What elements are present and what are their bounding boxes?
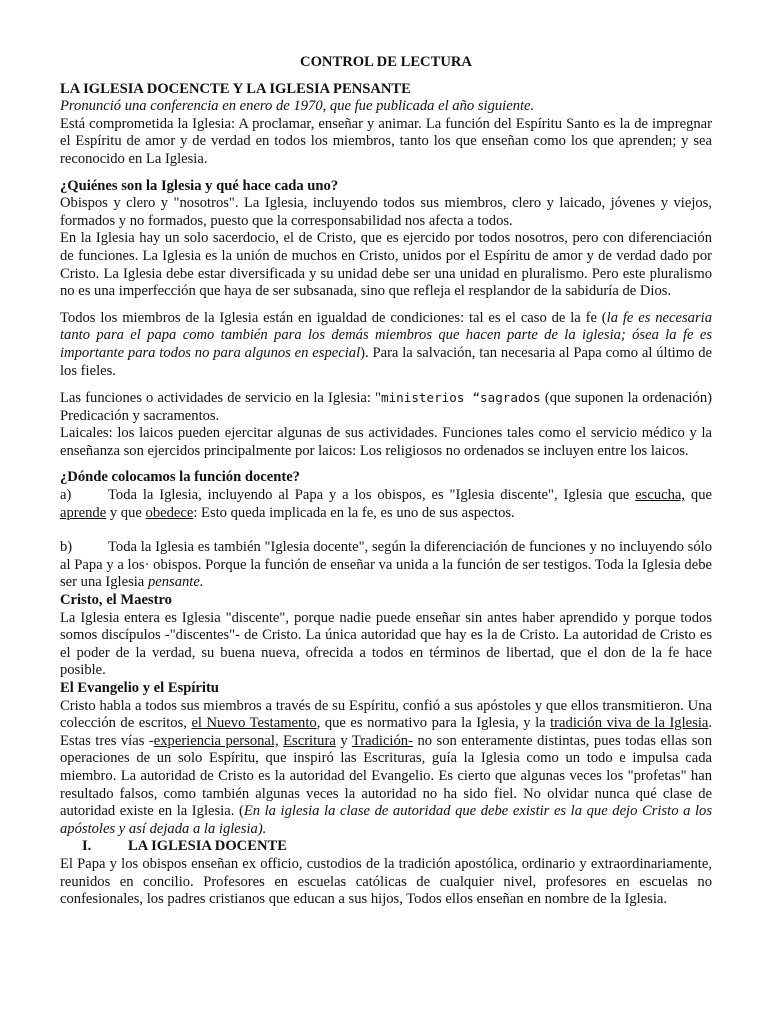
item-a-text-4: : Esto queda implicada en la fe, es uno de sus aspectos. xyxy=(193,504,515,521)
section-heading-1 xyxy=(60,838,712,856)
document-title: CONTROL DE LECTURA xyxy=(300,54,472,70)
section-number: I. xyxy=(82,838,92,855)
underlined-tradicion: Tradición- xyxy=(351,732,413,749)
paragraph-laicales: Laicales: los laicos pueden ejercitar algunas de sus actividades. Funciones tales como el servicio médico y la enseñanza son ejercidos principalmente por laicos: Los religiosos no ordenados se incluyen entre los laicos. xyxy=(60,425,712,459)
paragraph-funciones xyxy=(60,389,712,425)
paragraph-iglesia-docente: El Papa y los obispos enseñan ex officio, custodios de la tradición apostólica, ordinario y extraordinariamente, reunidos en concilio. Profesores en escuelas católicas de cualquier nivel, profesores en escuelas no confesionales, los padres cristianos que educan a sus hijos, Todos ellos enseñan en nombre de la Iglesia. xyxy=(60,855,712,908)
heading-evangelio: El Evangelio y el Espíritu xyxy=(60,680,219,696)
item-a xyxy=(60,487,712,522)
func-text-b: (que suponen la ordenación) Predicación y sacramentos. xyxy=(60,390,712,424)
underlined-escritura: Escritura xyxy=(283,732,336,749)
ev-text-6: no son enteramente distintas, pues todas ellas son operaciones de un solo Espíritu, que inspiró las Escrituras, guía la Iglesia como un todo e impulsa cada miembro. La autoridad de Cristo es la autoridad del Evangelio. Es cierto que algunas veces los "profetas" han resultado falsos, como también algunas veces la autoridad no ha sido fiel. No olvidar nunca qué clase de autoridad existe en la Iglesia. ( xyxy=(60,732,712,820)
ev-text-2: , que es normativo para la Iglesia, y la xyxy=(316,715,551,732)
item-b-text: Toda la Iglesia es también "Iglesia docente", según la diferenciación de funciones y no incluyendo sólo al Papa y a los· obispos. Porque la función de enseñar va unida a la función de ser testigos. Toda la Iglesia debe ser una Iglesia xyxy=(60,539,712,591)
item-a-text-2: que xyxy=(685,487,712,504)
underlined-nuevo-testamento: el Nuevo Testamento xyxy=(191,715,317,732)
ev-italic: En la iglesia la clase de autoridad que debe existir es la que dejo Cristo a los apóstoles y así dejada a la iglesia). xyxy=(60,803,712,837)
func-mono: ministerios “sagrados xyxy=(381,390,541,406)
paragraph-fe xyxy=(60,310,712,380)
paragraph-obispos: Obispos y clero y "nosotros". La Iglesia, incluyendo todos sus miembros, clero y laicado, jóvenes y viejos, formados y no formados, puesto que la corresponsabilidad nos afecta a todos. xyxy=(60,195,712,229)
question-heading-2: ¿Dónde colocamos la función docente? xyxy=(60,469,300,486)
ev-text-1: Cristo habla a todos sus miembros a través de su Espíritu, confió a sus apóstoles y que ellos transmitieron. Una colección de escritos, xyxy=(60,697,712,732)
underlined-escucha: escucha, xyxy=(635,487,686,504)
func-text-a: Las funciones o actividades de servicio en la Iglesia: " xyxy=(60,390,382,407)
item-a-text: Toda la Iglesia, incluyendo al Papa y a los obispos, es "Iglesia discente", Iglesia que xyxy=(108,487,636,504)
paragraph-cristo: La Iglesia entera es Iglesia "discente", porque nadie puede enseñar sin antes haber aprendido y porque todos somos discípulos -"discentes"- de Cristo. La única autoridad que hay es la de Cristo. La autoridad de Cristo es el poder de la verdad, su buena nueva, ofrecida a todos en términos de libertad, que el don de la fe hace posible. xyxy=(60,609,712,679)
question-heading-1: ¿Quiénes son la Iglesia y qué hace cada uno? xyxy=(60,177,339,194)
item-b xyxy=(60,539,712,592)
heading-cristo-maestro: Cristo, el Maestro xyxy=(60,592,172,609)
item-a-text-3: y que xyxy=(106,504,146,521)
item-b-italic: pensante. xyxy=(147,574,204,591)
paragraph-evangelio xyxy=(60,698,712,839)
intro-italic: Pronunció una conferencia en enero de 1970, que fue publicada el año siguiente. xyxy=(60,98,535,115)
ev-text-5: y xyxy=(335,732,352,749)
underlined-experiencia: experiencia personal, xyxy=(153,732,279,749)
item-a-label: a) xyxy=(60,487,72,504)
main-heading: LA IGLESIA DOCENCTE Y LA IGLESIA PENSANTE xyxy=(60,80,411,97)
underlined-aprende: aprende xyxy=(60,504,107,521)
fe-italic: la fe es necesaria tanto para el papa como también para los demás miembros que hacen parte de la iglesia; ósea la fe es importante para todos no para algunos en especial xyxy=(60,309,712,361)
fe-text-b: ). Para la salvación, tan necesaria al Papa como al último de los fieles. xyxy=(60,344,712,379)
paragraph-sacerdocio: En la Iglesia hay un solo sacerdocio, el de Cristo, que es ejercido por todos nosotros, pero con diferenciación de funciones. La Iglesia es la unión de muchos en Cristo, unidos por el Espíritu de amor y de verdad dado por Cristo. La Iglesia debe estar diversificada y su unidad debe ser una unidad en pluralismo. Pero este pluralismo no es una imperfección que haya de ser subsanada, sino que refleja el resplandor de la sabiduría de Dios. xyxy=(60,230,712,300)
section-title: LA IGLESIA DOCENTE xyxy=(128,838,287,855)
underlined-obedece: obedece xyxy=(145,504,194,521)
fe-text-a: Todos los miembros de la Iglesia están en igualdad de condiciones: tal es el caso de la fe ( xyxy=(60,309,607,326)
item-b-label: b) xyxy=(60,539,73,556)
underlined-tradicion-viva: tradición viva de la Iglesia xyxy=(550,715,709,732)
intro-paragraph: Está comprometida la Iglesia: A proclamar, enseñar y animar. La función del Espíritu Santo es la de impregnar el Espíritu de amor y de verdad en todos los miembros, tanto los que enseñan como los que aprenden; y sea reconocido en La Iglesia. xyxy=(60,115,712,167)
ev-text-3: . Estas tres vías - xyxy=(60,715,713,749)
